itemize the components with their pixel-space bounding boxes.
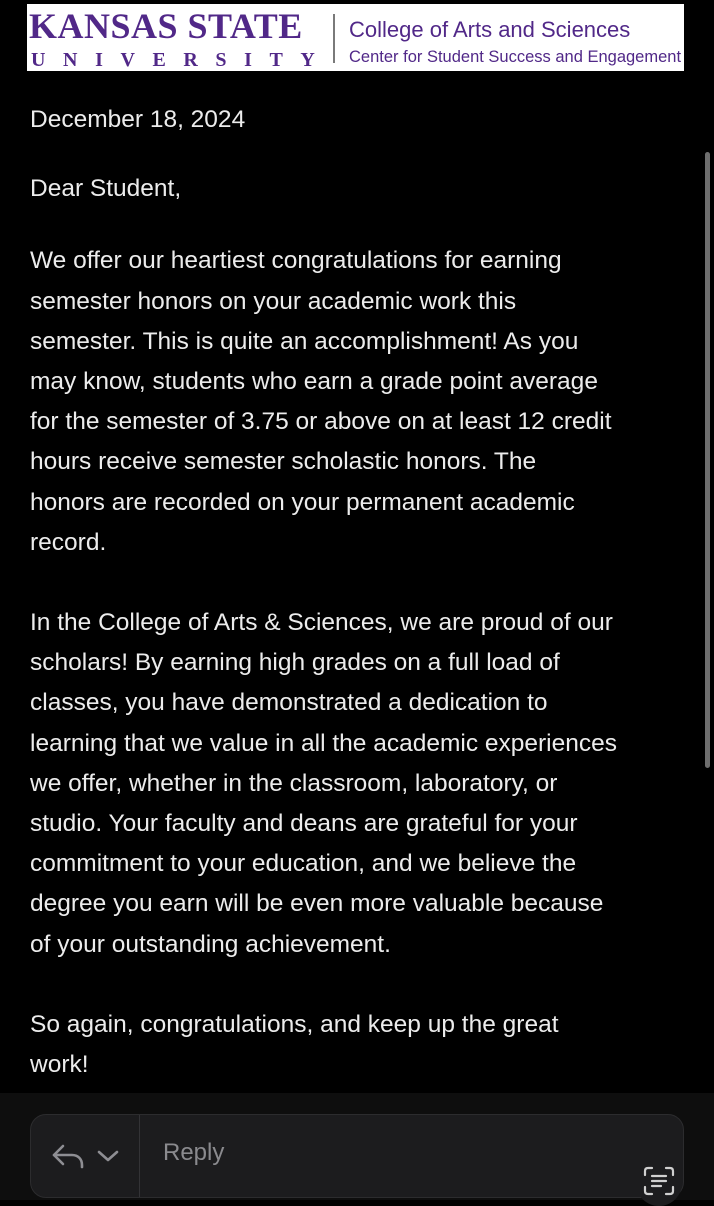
letter-closing: So again, congratulations, and keep up the great work! bbox=[30, 1010, 559, 1079]
letter-greeting: Dear Student, bbox=[30, 175, 182, 203]
email-body bbox=[30, 100, 690, 1085]
university-subtitle bbox=[31, 48, 315, 72]
banner-divider bbox=[333, 14, 335, 63]
subtitle-letter: I bbox=[95, 49, 103, 71]
subtitle-letter: N bbox=[63, 49, 78, 71]
subtitle-letter: R bbox=[183, 49, 198, 71]
live-text-icon bbox=[643, 1166, 675, 1201]
reply-arrow-icon[interactable] bbox=[50, 1142, 86, 1170]
reply-actions bbox=[31, 1115, 140, 1197]
college-name: College of Arts and Sciences bbox=[349, 17, 631, 42]
subtitle-letter: V bbox=[120, 49, 135, 71]
live-text-button[interactable] bbox=[636, 1160, 682, 1206]
subtitle-letter: Y bbox=[300, 49, 315, 71]
subtitle-letter: T bbox=[269, 49, 283, 71]
reply-input[interactable]: Reply bbox=[163, 1139, 225, 1166]
letter-date: December 18, 2024 bbox=[30, 106, 246, 133]
scrollbar-thumb[interactable] bbox=[705, 152, 710, 768]
center-name: Center for Student Success and Engagement bbox=[349, 48, 682, 66]
chevron-down-icon[interactable] bbox=[96, 1148, 120, 1164]
subtitle-letter: U bbox=[31, 49, 46, 71]
subtitle-letter: S bbox=[215, 49, 227, 71]
letter-paragraph: We offer our heartiest congratulations for earning semester honors on your academic work this semester. This is quite an accomplishment! As you may know, students who earn a grade point average for the semester of 3.75 or above on at least 12 credit hours receive semester scholastic honors. The honors are recorded on your permanent academic record. bbox=[30, 247, 612, 556]
letter-paragraph: In the College of Arts & Sciences, we are proud of our scholars! By earning high grades on a full load of classes, you have demonstrated a dedication to learning that we value in all the academic experiences we offer, whether in the classroom, laboratory, or studio. Your faculty and deans are grateful for your commitment to your education, and we believe the degree you earn will be even more valuable because of your outstanding achievement. bbox=[30, 609, 617, 958]
university-logo bbox=[27, 4, 321, 71]
university-name: KANSAS STATE bbox=[29, 6, 303, 46]
college-block bbox=[349, 4, 681, 71]
subtitle-letter: E bbox=[152, 49, 166, 71]
subtitle-letter: I bbox=[244, 49, 252, 71]
email-header-banner bbox=[27, 4, 684, 71]
reply-bar[interactable] bbox=[30, 1114, 684, 1198]
